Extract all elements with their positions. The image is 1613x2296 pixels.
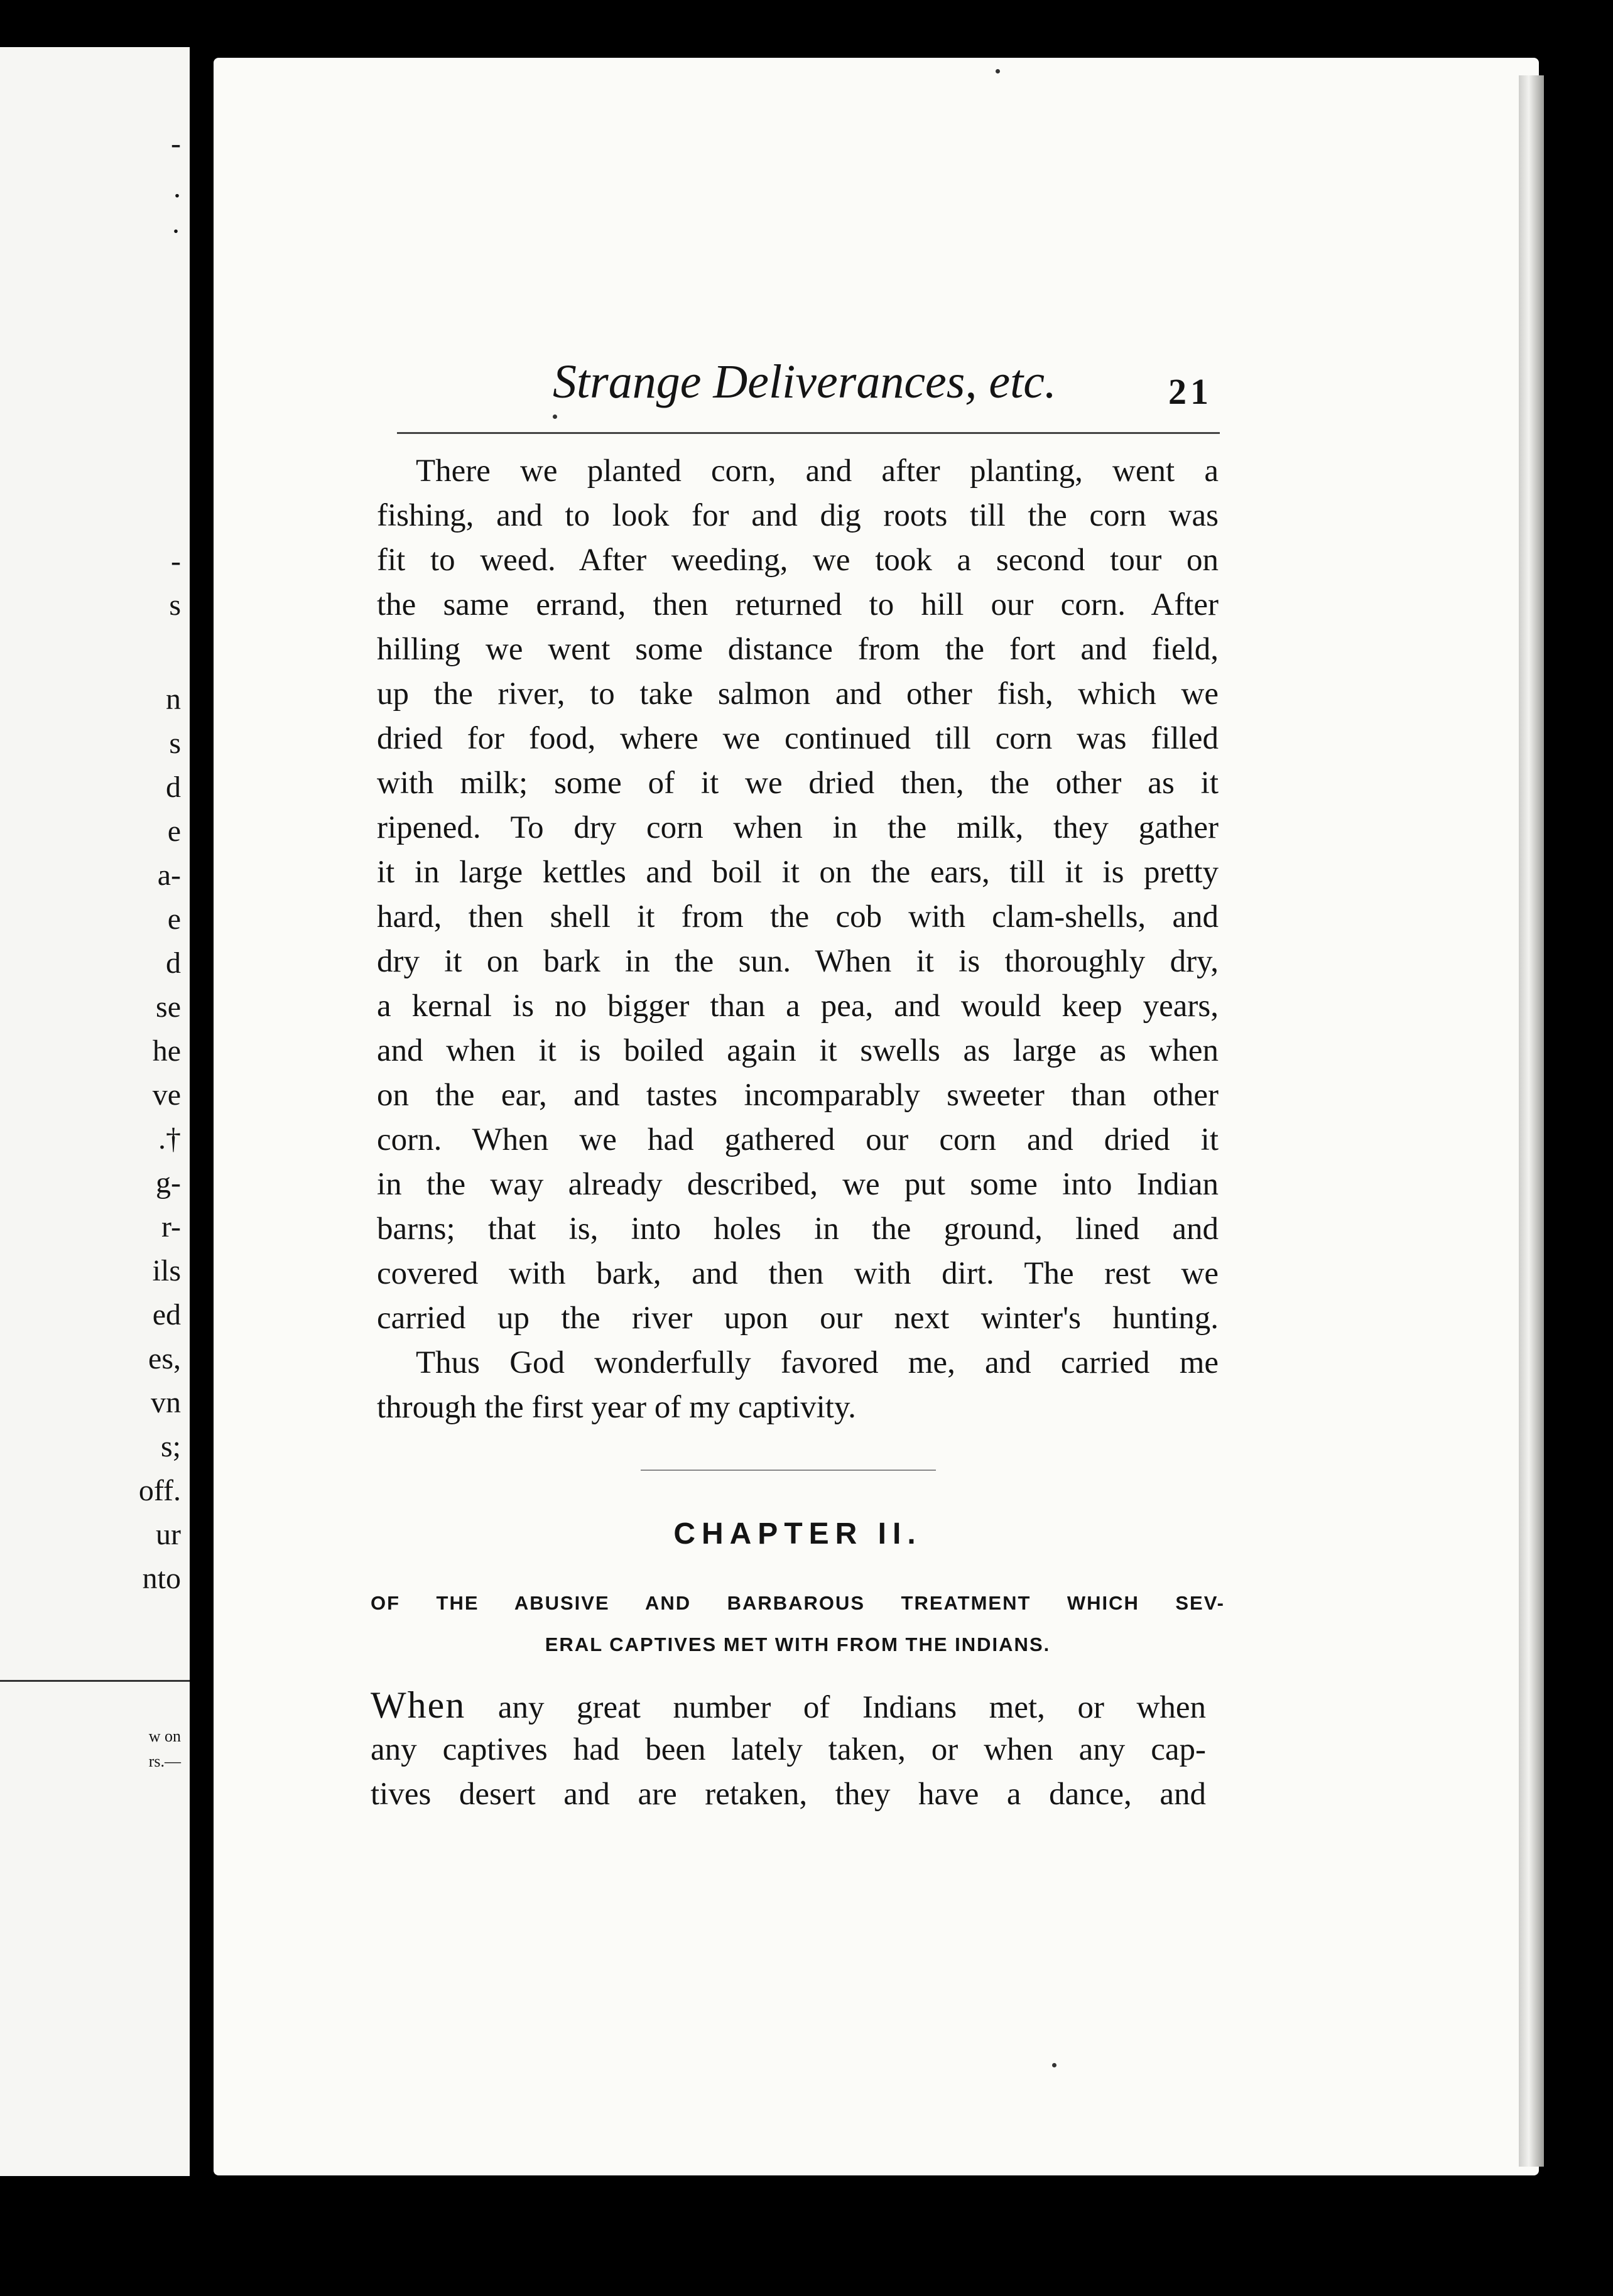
text-line: on the ear, and tastes incomparably sweeter than other <box>377 1078 1219 1113</box>
left-page-fragment: e <box>167 902 181 936</box>
scan-speck <box>1052 2063 1056 2067</box>
left-page-fragment: s; <box>160 1430 181 1463</box>
left-page-fragment: s <box>169 588 181 622</box>
left-page-fragment: se <box>156 990 181 1024</box>
left-page-fragment: e <box>167 815 181 848</box>
left-page-fragment: he <box>152 1034 181 1068</box>
text-line: hard, then shell it from the cob with clam-shells, and <box>377 899 1219 934</box>
left-page-fragment: d <box>166 946 181 980</box>
left-page-fragment: nto <box>142 1562 181 1595</box>
text-line: carried up the river upon our next winter's hunting. <box>377 1301 1219 1336</box>
chapter-body-paragraph <box>371 1683 1206 1817</box>
chapter-title: CHAPTER II. <box>673 1517 922 1551</box>
text-line: a kernal is no bigger than a pea, and would keep years, <box>377 988 1219 1024</box>
page-number: 21 <box>1168 371 1212 412</box>
text-line: with milk; some of it we dried then, the other as it <box>377 766 1219 801</box>
text-line: it in large kettles and boil it on the ears, till it is pretty <box>377 855 1219 890</box>
left-page-footnote: w on <box>148 1727 181 1745</box>
chapter-subtitle <box>371 1583 1225 1665</box>
scan-speck <box>553 414 557 419</box>
previous-page-edge <box>0 47 190 2176</box>
chapter-subtitle-line: OF THE ABUSIVE AND BARBAROUS TREATMENT WHICH SEV- <box>371 1592 1225 1614</box>
running-head: Strange Deliverances, etc. <box>553 355 1056 408</box>
left-page-footnote: rs.— <box>148 1752 181 1770</box>
left-page-fragment: . <box>173 171 181 204</box>
text-line: covered with bark, and then with dirt. The rest we <box>377 1256 1219 1291</box>
header-rule <box>397 432 1220 434</box>
left-page-fragment: · <box>171 215 181 248</box>
text-line: and when it is boiled again it swells as large as when <box>377 1033 1219 1068</box>
small-caps-opening-word: When <box>371 1684 466 1726</box>
text-line: There we planted corn, and after planting, went a <box>416 453 1219 489</box>
text-line: tives desert and are retaken, they have a dance, and <box>371 1777 1206 1812</box>
left-page-fragment: - <box>171 127 181 160</box>
left-page-footnote-rule <box>0 1680 190 1682</box>
left-page-fragment: s <box>169 727 181 760</box>
text-line: corn. When we had gathered our corn and dried it <box>377 1122 1219 1157</box>
text-line: any captives had been lately taken, or when any cap- <box>371 1732 1206 1767</box>
left-page-fragment: g- <box>156 1166 181 1199</box>
text-line: Thus God wonderfully favored me, and carried me <box>416 1345 1219 1380</box>
section-separator <box>641 1470 936 1471</box>
text-line: the same errand, then returned to hill our corn. After <box>377 587 1219 622</box>
text-line: through the first year of my captivity. <box>377 1390 856 1425</box>
text-line <box>371 1683 1206 1728</box>
left-page-fragment: r- <box>161 1210 181 1243</box>
left-page-fragment: .† <box>158 1122 181 1156</box>
text-line: hilling we went some distance from the fort and field, <box>377 632 1219 667</box>
scan-speck <box>996 69 1000 73</box>
text-line: fit to weed. After weeding, we took a second tour on <box>377 543 1219 578</box>
chapter-subtitle-line: ERAL CAPTIVES MET WITH FROM THE INDIANS. <box>545 1633 1051 1655</box>
left-page-fragment: ur <box>156 1518 181 1551</box>
left-page-fragment: - <box>171 544 181 578</box>
text-line: fishing, and to look for and dig roots till the corn was <box>377 498 1219 533</box>
text-line: dry it on bark in the sun. When it is thoroughly dry, <box>377 944 1219 979</box>
text-line: in the way already described, we put some into Indian <box>377 1167 1219 1202</box>
left-page-fragment: vn <box>151 1386 181 1419</box>
left-page-fragment: n <box>166 683 181 716</box>
left-page-fragment: ils <box>152 1254 181 1287</box>
left-page-fragment: ed <box>152 1298 181 1331</box>
text-line: up the river, to take salmon and other fish, which we <box>377 676 1219 712</box>
body-paragraph <box>377 449 1219 1430</box>
text-span: any great number of Indians met, or when <box>497 1690 1206 1725</box>
text-line: ripened. To dry corn when in the milk, they gather <box>377 810 1219 845</box>
left-page-fragment: d <box>166 771 181 804</box>
text-line: barns; that is, into holes in the ground, lined and <box>377 1211 1219 1247</box>
left-page-fragment: off. <box>138 1474 181 1507</box>
left-page-fragment: es, <box>148 1342 181 1375</box>
page-edge-shadow <box>1519 75 1544 2167</box>
text-line: dried for food, where we continued till corn was filled <box>377 721 1219 756</box>
left-page-fragment: ve <box>152 1078 181 1112</box>
left-page-fragment: a- <box>157 858 181 892</box>
